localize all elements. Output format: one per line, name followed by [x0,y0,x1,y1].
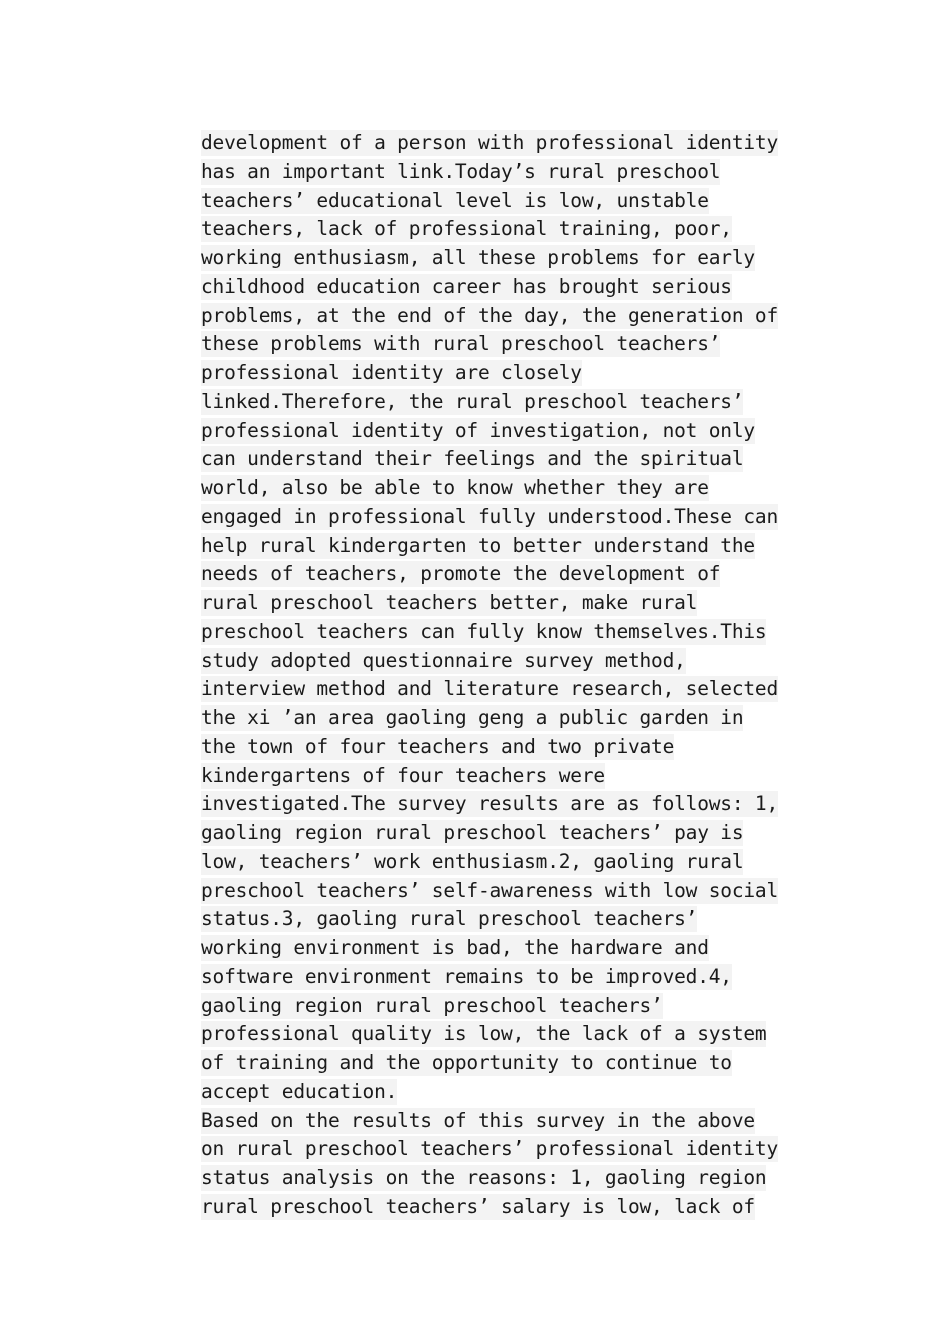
text-line: teachers’ educational level is low, unstable [201,188,709,212]
text-line: preschool teachers’ self-awareness with low social [201,878,778,902]
text-line: gaoling region rural preschool teachers’ [201,993,663,1017]
text-line: help rural kindergarten to better understand the [201,533,755,557]
text-line: low, teachers’ work enthusiasm.2, gaoling rural [201,849,744,873]
text-line: rural preschool teachers better, make rural [201,591,698,614]
text-line: linked.Therefore, the rural preschool teachers’ [201,389,744,413]
text-line: on rural preschool teachers’ professional identity [201,1137,778,1161]
text-line: engaged in professional fully understood.These can [201,504,778,528]
text-line: of training and the opportunity to continue to [201,1051,732,1074]
text-line: kindergartens of four teachers were [201,763,605,787]
text-line: can understand their feelings and the spiritual [201,447,744,471]
text-line: interview method and literature research, selected [201,677,778,701]
text-line: preschool teachers can fully know themselves.This [201,619,767,643]
text-line: status.3, gaoling rural preschool teachers’ [201,907,698,931]
text-line: world, also be able to know whether they are [201,476,709,499]
body-text [201,129,821,1222]
text-line: investigated.The survey results are as follows: 1, [201,792,778,816]
text-line: gaoling region rural preschool teachers’ pay is [201,821,744,844]
text-line: problems, at the end of the day, the generation of [201,303,778,327]
text-line: professional quality is low, the lack of a system [201,1022,767,1046]
text-line: has an important link.Today’s rural preschool [201,159,721,183]
text-line: rural preschool teachers’ salary is low, lack of [201,1194,755,1218]
text-line: study adopted questionnaire survey method, [201,648,686,672]
text-line: working environment is bad, the hardware and [201,936,709,959]
text-line: working enthusiasm, all these problems for early [201,246,755,269]
text-line: the town of four teachers and two private [201,734,675,758]
text-line: Based on the results of this survey in the above [201,1108,755,1132]
text-line: these problems with rural preschool teachers’ [201,332,721,356]
text-line: professional identity are closely [201,361,582,384]
text-line: development of a person with professional identity [201,131,778,154]
text-line: teachers, lack of professional training, poor, [201,217,732,241]
text-line: the xi ’an area gaoling geng a public garden in [201,706,744,729]
text-line: childhood education career has brought serious [201,274,732,298]
text-line: status analysis on the reasons: 1, gaoling region [201,1166,767,1189]
text-line: software environment remains to be improved.4, [201,964,732,988]
text-line: accept education. [201,1079,398,1103]
text-line: professional identity of investigation, not only [201,418,755,442]
text-line: needs of teachers, promote the development of [201,562,721,586]
